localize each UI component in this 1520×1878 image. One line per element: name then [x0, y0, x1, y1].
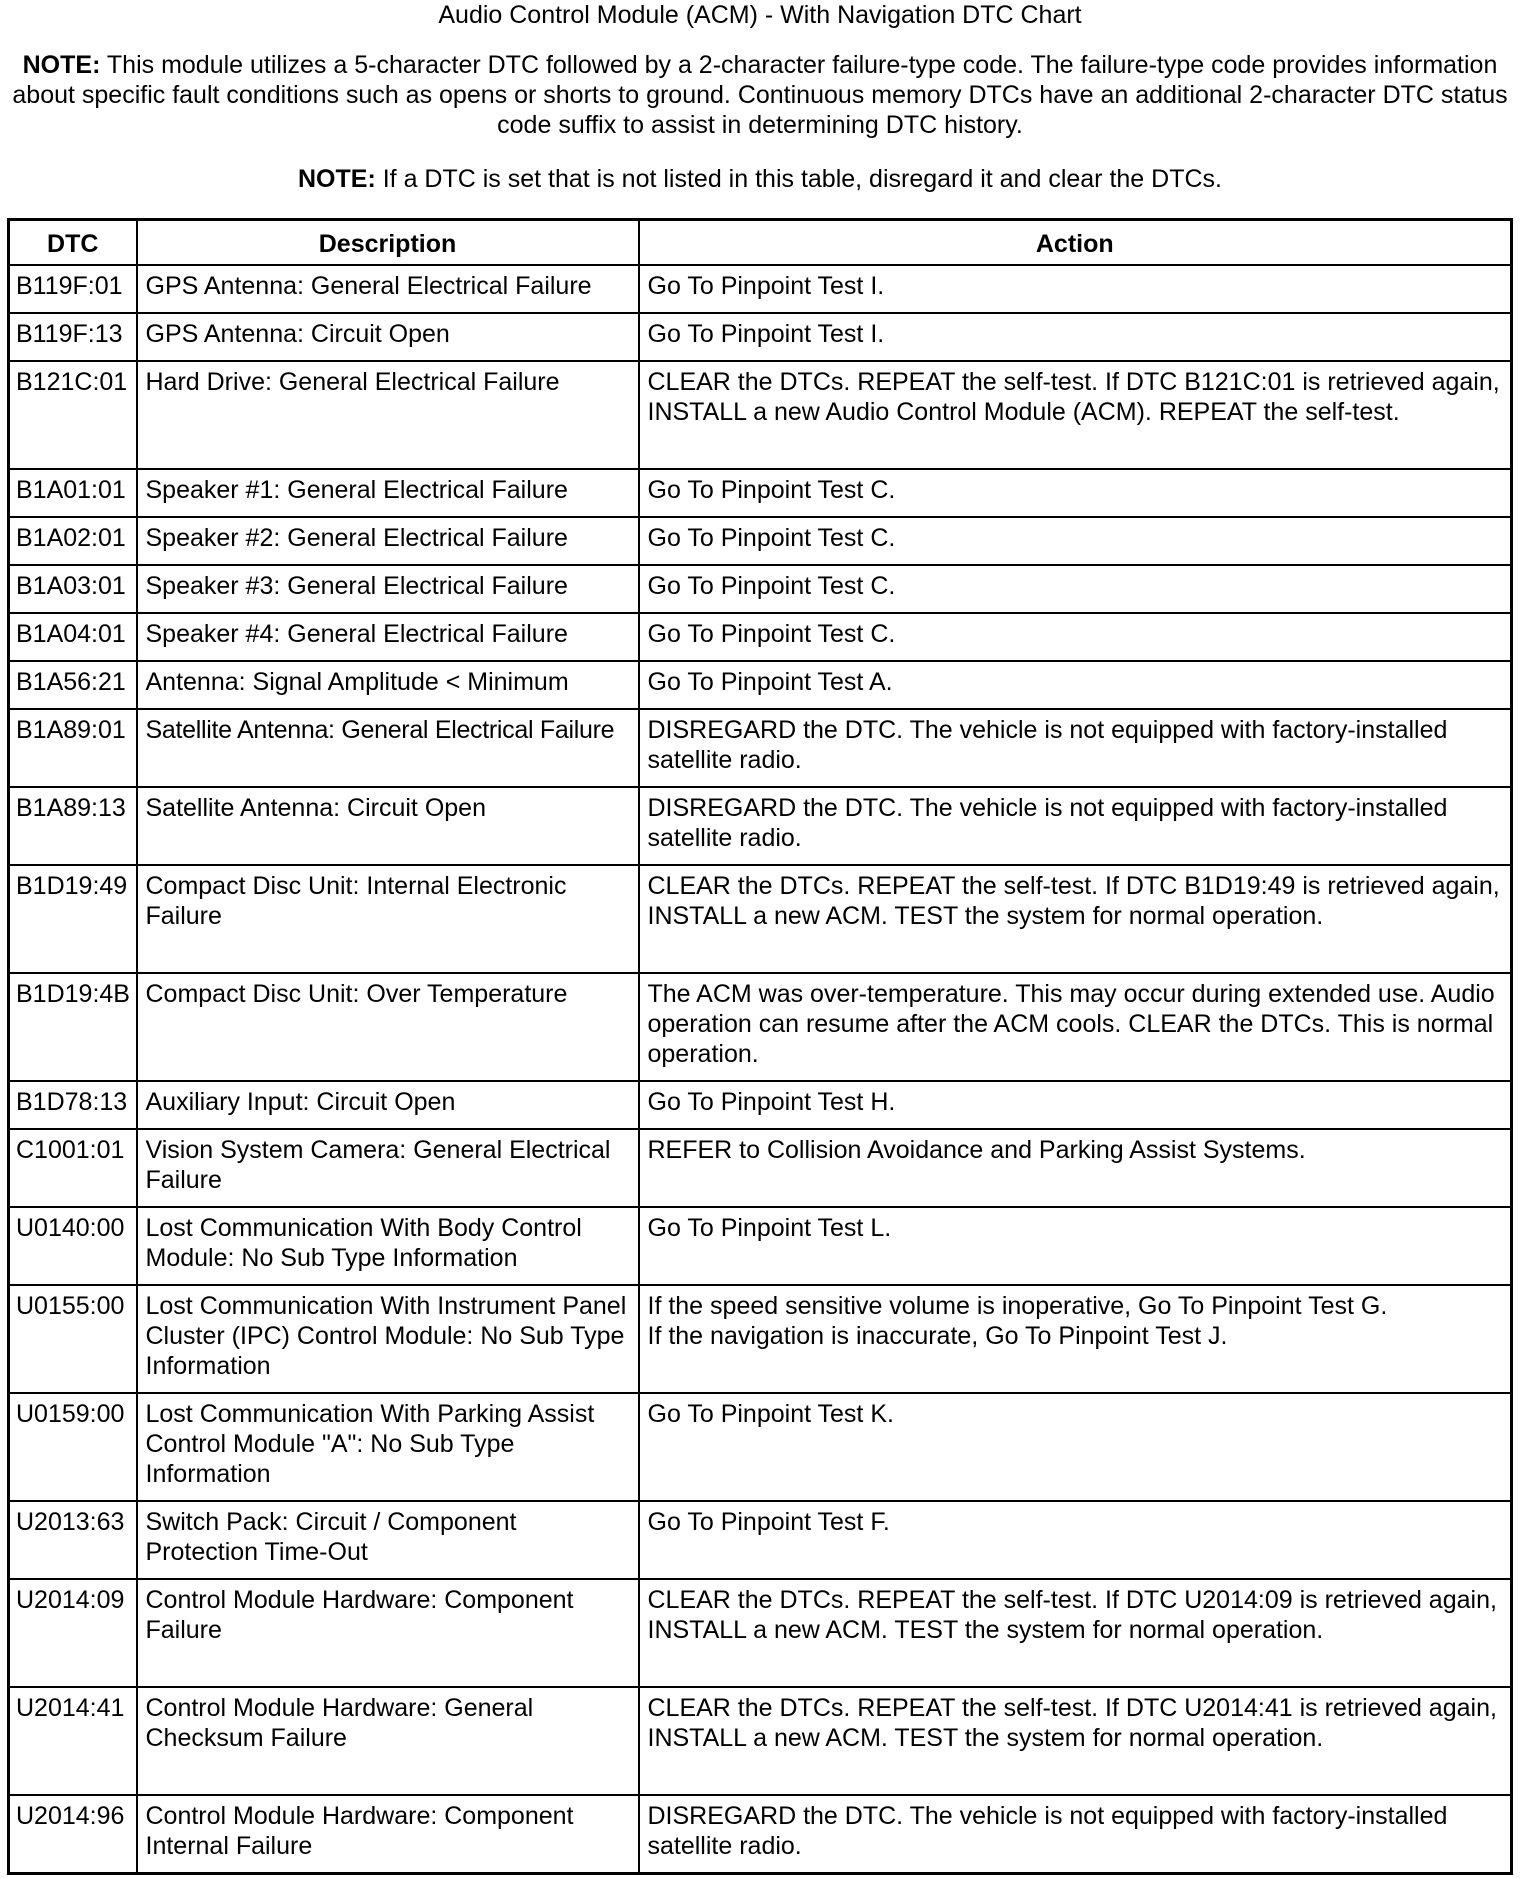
note-text: If a DTC is set that is not listed in this table, disregard it and clear the DTCs. — [375, 165, 1222, 193]
dtc-description: Lost Communication With Body Control Module: No Sub Type Information — [137, 1207, 639, 1285]
dtc-code: C1001:01 — [9, 1129, 137, 1207]
dtc-action: DISREGARD the DTC. The vehicle is not equipped with factory-installed satellite radio. — [639, 1795, 1512, 1873]
dtc-code: B119F:01 — [9, 265, 137, 313]
dtc-description: Control Module Hardware: Component Failure — [137, 1579, 639, 1687]
note-module-dtc-format — [8, 50, 1512, 140]
dtc-action: CLEAR the DTCs. REPEAT the self-test. If DTC B1D19:49 is retrieved again, INSTALL a new ACM. TEST the system for normal operation. — [639, 865, 1512, 973]
dtc-code: U2014:41 — [9, 1687, 137, 1795]
note-label: NOTE: — [298, 165, 376, 193]
dtc-code: B1A02:01 — [9, 517, 137, 565]
dtc-code: U2014:96 — [9, 1795, 137, 1873]
dtc-action: Go To Pinpoint Test F. — [639, 1501, 1512, 1579]
note-text: This module utilizes a 5-character DTC followed by a 2-character failure-type code. The failure-type code provides information about specific fault conditions such as opens or shorts to ground. Continuous memory DTCs have an additional 2-character DTC status code suffix to assist in determining DTC history. — [12, 51, 1508, 139]
table-row — [9, 661, 1512, 709]
dtc-action: REFER to Collision Avoidance and Parking Assist Systems. — [639, 1129, 1512, 1207]
dtc-action: Go To Pinpoint Test I. — [639, 265, 1512, 313]
dtc-code: U2014:09 — [9, 1579, 137, 1687]
header-description: Description — [137, 220, 639, 266]
dtc-code: U0155:00 — [9, 1285, 137, 1393]
table-row — [9, 1285, 1512, 1393]
table-row — [9, 265, 1512, 313]
dtc-action: Go To Pinpoint Test K. — [639, 1393, 1512, 1501]
dtc-code: B1A01:01 — [9, 469, 137, 517]
dtc-description: Auxiliary Input: Circuit Open — [137, 1081, 639, 1129]
header-action: Action — [639, 220, 1512, 266]
dtc-action: Go To Pinpoint Test C. — [639, 565, 1512, 613]
table-row — [9, 1207, 1512, 1285]
dtc-code: B1A03:01 — [9, 565, 137, 613]
table-row — [9, 613, 1512, 661]
dtc-description: GPS Antenna: Circuit Open — [137, 313, 639, 361]
dtc-action: Go To Pinpoint Test L. — [639, 1207, 1512, 1285]
dtc-description: Lost Communication With Instrument Panel Cluster (IPC) Control Module: No Sub Type Information — [137, 1285, 639, 1393]
table-row — [9, 469, 1512, 517]
dtc-description: Satellite Antenna: General Electrical Failure — [137, 709, 639, 787]
dtc-description: Speaker #3: General Electrical Failure — [137, 565, 639, 613]
table-row — [9, 973, 1512, 1081]
dtc-action: CLEAR the DTCs. REPEAT the self-test. If DTC U2014:41 is retrieved again, INSTALL a new ACM. TEST the system for normal operation. — [639, 1687, 1512, 1795]
dtc-description: Speaker #1: General Electrical Failure — [137, 469, 639, 517]
dtc-description: Control Module Hardware: General Checksum Failure — [137, 1687, 639, 1795]
dtc-code: U0159:00 — [9, 1393, 137, 1501]
dtc-action: CLEAR the DTCs. REPEAT the self-test. If DTC B121C:01 is retrieved again, INSTALL a new Audio Control Module (ACM). REPEAT the self-test. — [639, 361, 1512, 469]
dtc-code: B121C:01 — [9, 361, 137, 469]
table-row — [9, 709, 1512, 787]
dtc-code: B1D78:13 — [9, 1081, 137, 1129]
dtc-action: The ACM was over-temperature. This may occur during extended use. Audio operation can resume after the ACM cools. CLEAR the DTCs. This is normal operation. — [639, 973, 1512, 1081]
dtc-code: B1A04:01 — [9, 613, 137, 661]
dtc-action: CLEAR the DTCs. REPEAT the self-test. If DTC U2014:09 is retrieved again, INSTALL a new ACM. TEST the system for normal operation. — [639, 1579, 1512, 1687]
dtc-action: Go To Pinpoint Test C. — [639, 613, 1512, 661]
table-row — [9, 787, 1512, 865]
table-row — [9, 1081, 1512, 1129]
dtc-description: Compact Disc Unit: Over Temperature — [137, 973, 639, 1081]
dtc-description: Vision System Camera: General Electrical Failure — [137, 1129, 639, 1207]
table-row — [9, 1795, 1512, 1873]
dtc-code: B119F:13 — [9, 313, 137, 361]
table-row — [9, 1501, 1512, 1579]
dtc-code: B1A89:13 — [9, 787, 137, 865]
dtc-action: If the speed sensitive volume is inoperative, Go To Pinpoint Test G. If the navigation is inaccurate, Go To Pinpoint Test J. — [639, 1285, 1512, 1393]
note-unlisted-dtc — [8, 164, 1512, 194]
table-row — [9, 565, 1512, 613]
table-row — [9, 313, 1512, 361]
dtc-description: Satellite Antenna: Circuit Open — [137, 787, 639, 865]
dtc-code: B1D19:4B — [9, 973, 137, 1081]
table-row — [9, 865, 1512, 973]
table-row — [9, 361, 1512, 469]
page-title: Audio Control Module (ACM) - With Navigation DTC Chart — [438, 1, 1082, 29]
note-label: NOTE: — [22, 51, 101, 79]
dtc-code: U0140:00 — [9, 1207, 137, 1285]
dtc-table — [7, 218, 1513, 1875]
dtc-description: Control Module Hardware: Component Internal Failure — [137, 1795, 639, 1873]
table-row — [9, 1393, 1512, 1501]
table-row — [9, 1579, 1512, 1687]
header-dtc: DTC — [9, 220, 137, 266]
dtc-action: DISREGARD the DTC. The vehicle is not equipped with factory-installed satellite radio. — [639, 787, 1512, 865]
dtc-description: Switch Pack: Circuit / Component Protection Time-Out — [137, 1501, 639, 1579]
table-header-row — [9, 220, 1512, 266]
table-row — [9, 1687, 1512, 1795]
dtc-code: B1A56:21 — [9, 661, 137, 709]
dtc-description: Hard Drive: General Electrical Failure — [137, 361, 639, 469]
table-row — [9, 1129, 1512, 1207]
dtc-code: U2013:63 — [9, 1501, 137, 1579]
dtc-action: Go To Pinpoint Test C. — [639, 469, 1512, 517]
dtc-action: Go To Pinpoint Test A. — [639, 661, 1512, 709]
dtc-action: Go To Pinpoint Test I. — [639, 313, 1512, 361]
table-row — [9, 517, 1512, 565]
dtc-description: Compact Disc Unit: Internal Electronic Failure — [137, 865, 639, 973]
dtc-description: Lost Communication With Parking Assist Control Module "A": No Sub Type Information — [137, 1393, 639, 1501]
dtc-description: Antenna: Signal Amplitude < Minimum — [137, 661, 639, 709]
dtc-description: Speaker #2: General Electrical Failure — [137, 517, 639, 565]
dtc-description: GPS Antenna: General Electrical Failure — [137, 265, 639, 313]
dtc-action: Go To Pinpoint Test C. — [639, 517, 1512, 565]
dtc-code: B1A89:01 — [9, 709, 137, 787]
dtc-code: B1D19:49 — [9, 865, 137, 973]
dtc-action: Go To Pinpoint Test H. — [639, 1081, 1512, 1129]
dtc-action: DISREGARD the DTC. The vehicle is not equipped with factory-installed satellite radio. — [639, 709, 1512, 787]
dtc-description: Speaker #4: General Electrical Failure — [137, 613, 639, 661]
